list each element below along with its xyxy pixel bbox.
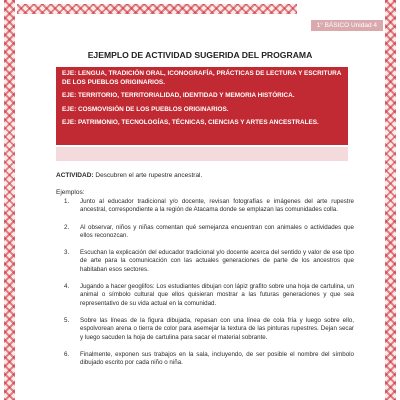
list-item — [64, 317, 354, 342]
grade-unit-badge: 1° BÁSICO Unidad 4 — [311, 20, 383, 31]
list-item — [64, 351, 354, 368]
ejemplos-label: Ejemplos: — [56, 189, 85, 196]
list-item-number: 3. — [64, 249, 70, 257]
eje-item: EJE: TERRITORIO, TERRITORIALIDAD, IDENTIDAD Y MEMORIA HISTÓRICA. — [62, 92, 295, 100]
list-item-text: Escuchan la explicación del educador tradicional y/o docente acerca del sentido y valor de ese tipo de arte para la comunicación con las actuales generaciones de parte de los ancestros que habitaban esos sectores. — [80, 249, 354, 273]
decorative-border-right — [385, 0, 396, 400]
list-item-number: 6. — [64, 350, 70, 358]
page-title: EJEMPLO DE ACTIVIDAD SUGERIDA DEL PROGRAMA — [87, 50, 313, 60]
list-item-text: Junto al educador tradicional y/o docente, revisan fotografías e imágenes del arte rupestre ancestral, correspondiente a la región de Atacama donde se emplazan las comunidades colla. — [80, 198, 354, 214]
list-item-number: 2. — [64, 223, 70, 231]
list-item — [64, 249, 354, 274]
decorative-border-left — [4, 0, 15, 400]
list-item-text: Sobre las líneas de la figura dibujada, repasan con una línea de cola fría y luego sobre ello, espolvorean arena o tierra de color para asemejar la textura de las pinturas rupestres. Dejan secar y luego sacuden la hoja de cartulina para sacar el material sobrante. — [80, 316, 354, 341]
eje-item: EJE: COSMOVISIÓN DE LOS PUEBLOS ORIGINARIOS. — [62, 105, 229, 113]
actividad-label: ACTIVIDAD: — [56, 172, 94, 179]
list-item — [64, 283, 354, 308]
list-item-number: 1. — [64, 198, 70, 205]
list-item — [64, 224, 354, 241]
examples-list — [64, 198, 354, 376]
list-item-text: Jugando a hacer geoglifos: Los estudiantes dibujan con lápiz grafito sobre una hoja de cartulina, un animal o símbolo cultural que ellos quisieran mostrar a las futuras generaciones y que sea representativo de su vida actual en la comunidad. — [80, 283, 354, 307]
eje-item: EJE: LENGUA, TRADICIÓN ORAL, ICONOGRAFÍA, PRÁCTICAS DE LECTURA Y ESCRITURA DE LOS PUEBLOS ORIGINARIOS. — [62, 70, 342, 86]
list-item-text: Finalmente, exponen sus trabajos en la sala, incluyendo, de ser posible el nombre del símbolo dibujado escrito por cada niño o niña. — [80, 350, 354, 367]
actividad-text: Descubren el arte rupestre ancestral. — [93, 172, 203, 179]
eje-box-footer-band — [56, 147, 348, 161]
eje-box — [56, 67, 348, 145]
eje-item: EJE: PATRIMONIO, TECNOLOGÍAS, TÉCNICAS, CIENCIAS Y ARTES ANCESTRALES. — [62, 119, 319, 127]
list-item — [64, 198, 354, 215]
list-item-number: 4. — [64, 283, 70, 291]
list-item-number: 5. — [64, 316, 70, 324]
decorative-border-top — [17, 4, 297, 14]
list-item-text: Al observar, niños y niñas comentan qué semejanza encuentran con animales o actividades que ellos reconozcan. — [80, 223, 354, 239]
actividad-line — [56, 172, 202, 179]
